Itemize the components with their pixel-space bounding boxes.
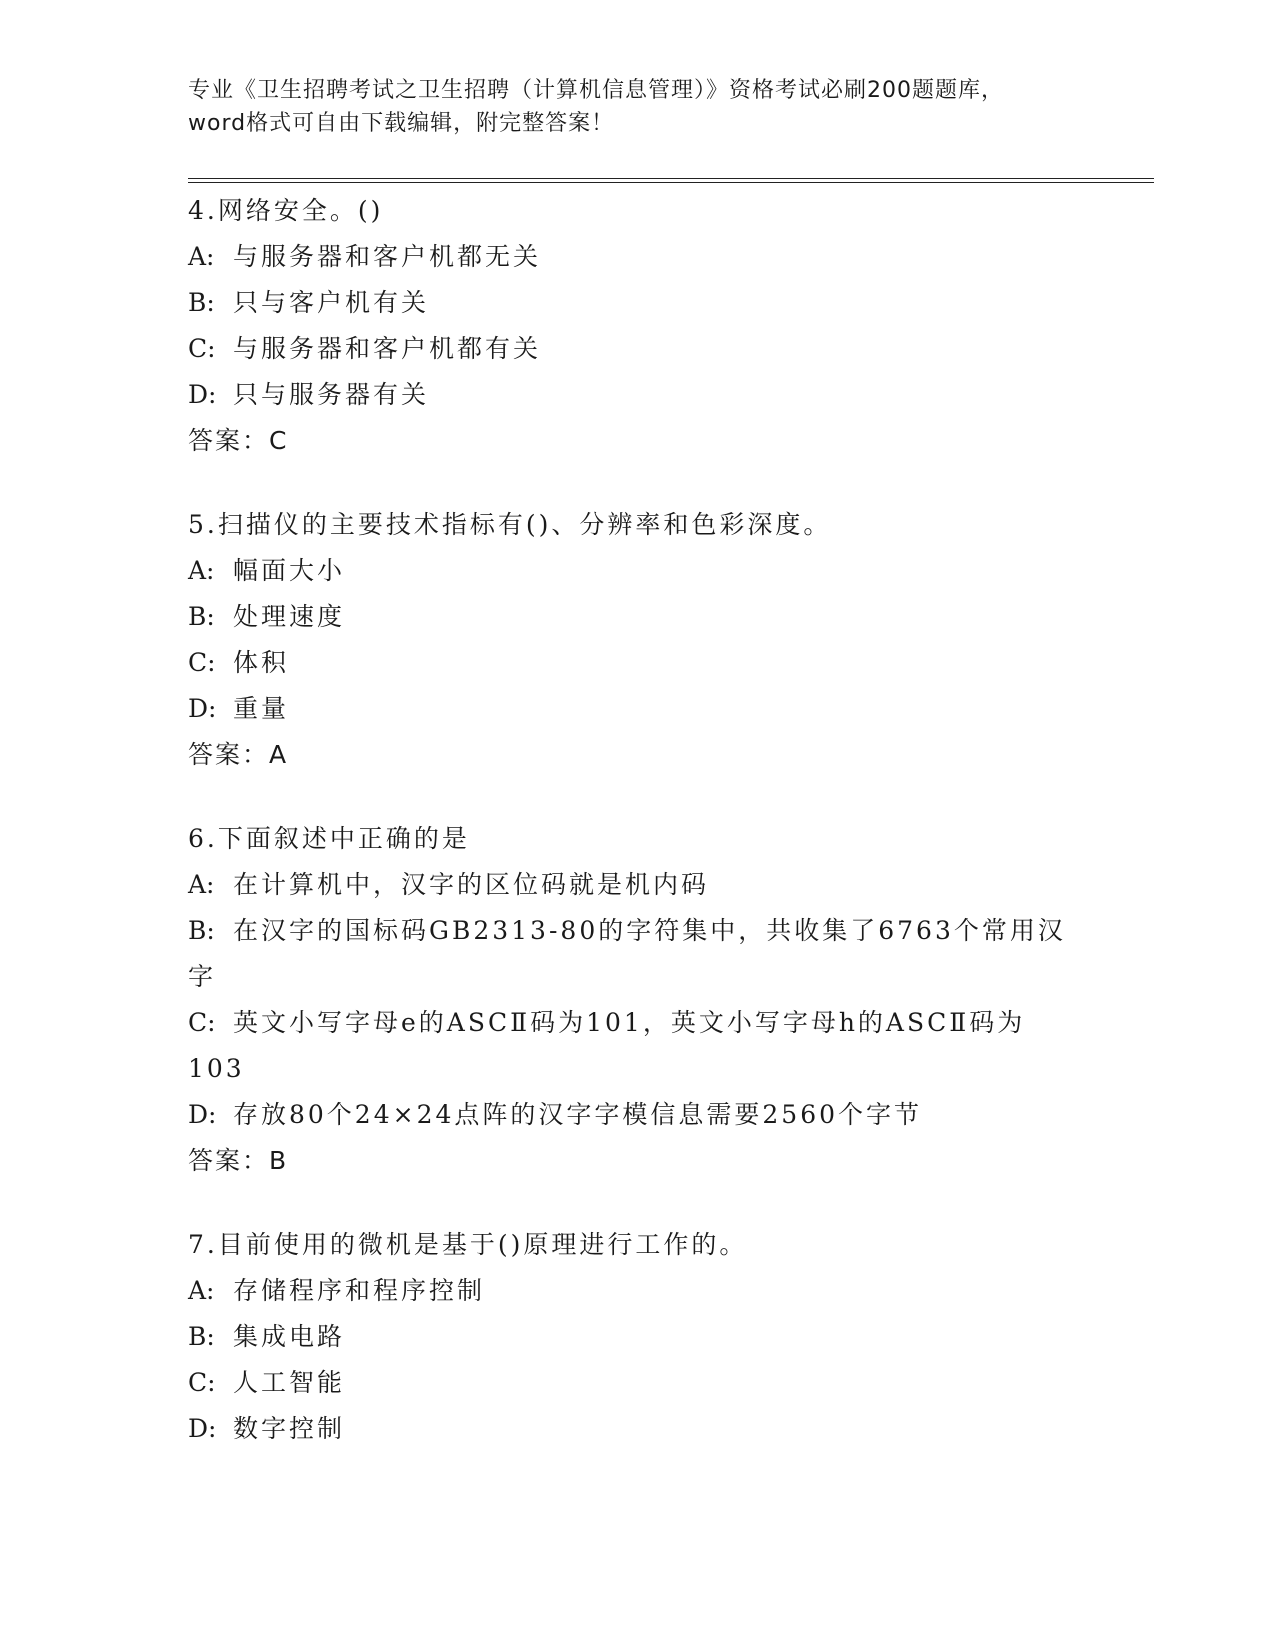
option-text: 幅面大小 [233, 556, 346, 585]
header-title-line-2: word格式可自由下载编辑，附完整答案！ [188, 111, 615, 136]
question-5 [188, 502, 1068, 778]
option-letter: A: [188, 1276, 215, 1305]
question-stem: 5.扫描仪的主要技术指标有()、分辨率和色彩深度。 [188, 510, 832, 539]
option-c [188, 1000, 1068, 1092]
option-d [188, 372, 1068, 418]
option-letter: A: [188, 556, 215, 585]
option-text: 存储程序和程序控制 [233, 1276, 486, 1305]
option-a [188, 862, 1068, 908]
option-letter: C: [188, 1368, 216, 1397]
option-text: 只与服务器有关 [233, 380, 430, 409]
option-text: 在计算机中，汉字的区位码就是机内码 [233, 870, 710, 899]
option-letter: C: [188, 1008, 216, 1037]
option-text: 集成电路 [233, 1322, 346, 1351]
option-d [188, 1092, 1068, 1138]
answer-line: 答案：B [188, 1146, 289, 1175]
option-c [188, 640, 1068, 686]
option-letter: D: [188, 1100, 217, 1129]
option-a [188, 234, 1068, 280]
option-letter: A: [188, 870, 215, 899]
option-a [188, 1268, 1068, 1314]
document-header [188, 74, 1088, 140]
option-letter: B: [188, 288, 215, 317]
option-b [188, 1314, 1068, 1360]
question-7 [188, 1222, 1068, 1452]
question-stem: 4.网络安全。() [188, 196, 384, 225]
option-c [188, 1360, 1068, 1406]
option-letter: B: [188, 1322, 215, 1351]
option-b [188, 280, 1068, 326]
question-4 [188, 188, 1068, 464]
option-text: 与服务器和客户机都无关 [233, 242, 542, 271]
option-b [188, 594, 1068, 640]
header-divider [188, 178, 1154, 183]
header-title-line-1: 专业《卫生招聘考试之卫生招聘（计算机信息管理）》资格考试必刷200题题库， [188, 78, 1004, 103]
option-text: 数字控制 [233, 1414, 346, 1443]
option-text: 在汉字的国标码GB2313-80的字符集中，共收集了6763个常用汉字 [188, 916, 1066, 991]
question-stem: 6.下面叙述中正确的是 [188, 824, 470, 853]
option-text: 存放80个24×24点阵的汉字字模信息需要2560个字节 [233, 1100, 923, 1129]
option-letter: C: [188, 648, 216, 677]
option-text: 处理速度 [233, 602, 346, 631]
answer-line: 答案：C [188, 426, 289, 455]
option-d [188, 686, 1068, 732]
option-letter: B: [188, 916, 215, 945]
option-c [188, 326, 1068, 372]
option-letter: D: [188, 694, 217, 723]
question-list [188, 188, 1068, 1490]
question-6 [188, 816, 1068, 1184]
option-letter: A: [188, 242, 215, 271]
option-text: 与服务器和客户机都有关 [233, 334, 542, 363]
option-text: 英文小写字母e的ASCⅡ码为101，英文小写字母h的ASCⅡ码为103 [188, 1008, 1026, 1083]
option-letter: D: [188, 1414, 217, 1443]
question-stem: 7.目前使用的微机是基于()原理进行工作的。 [188, 1230, 748, 1259]
option-text: 重量 [233, 694, 290, 723]
option-b [188, 908, 1068, 1000]
option-text: 人工智能 [233, 1368, 346, 1397]
option-a [188, 548, 1068, 594]
option-letter: B: [188, 602, 215, 631]
option-letter: C: [188, 334, 216, 363]
option-text: 只与客户机有关 [233, 288, 430, 317]
answer-line: 答案：A [188, 740, 289, 769]
option-letter: D: [188, 380, 217, 409]
option-text: 体积 [233, 648, 290, 677]
option-d [188, 1406, 1068, 1452]
